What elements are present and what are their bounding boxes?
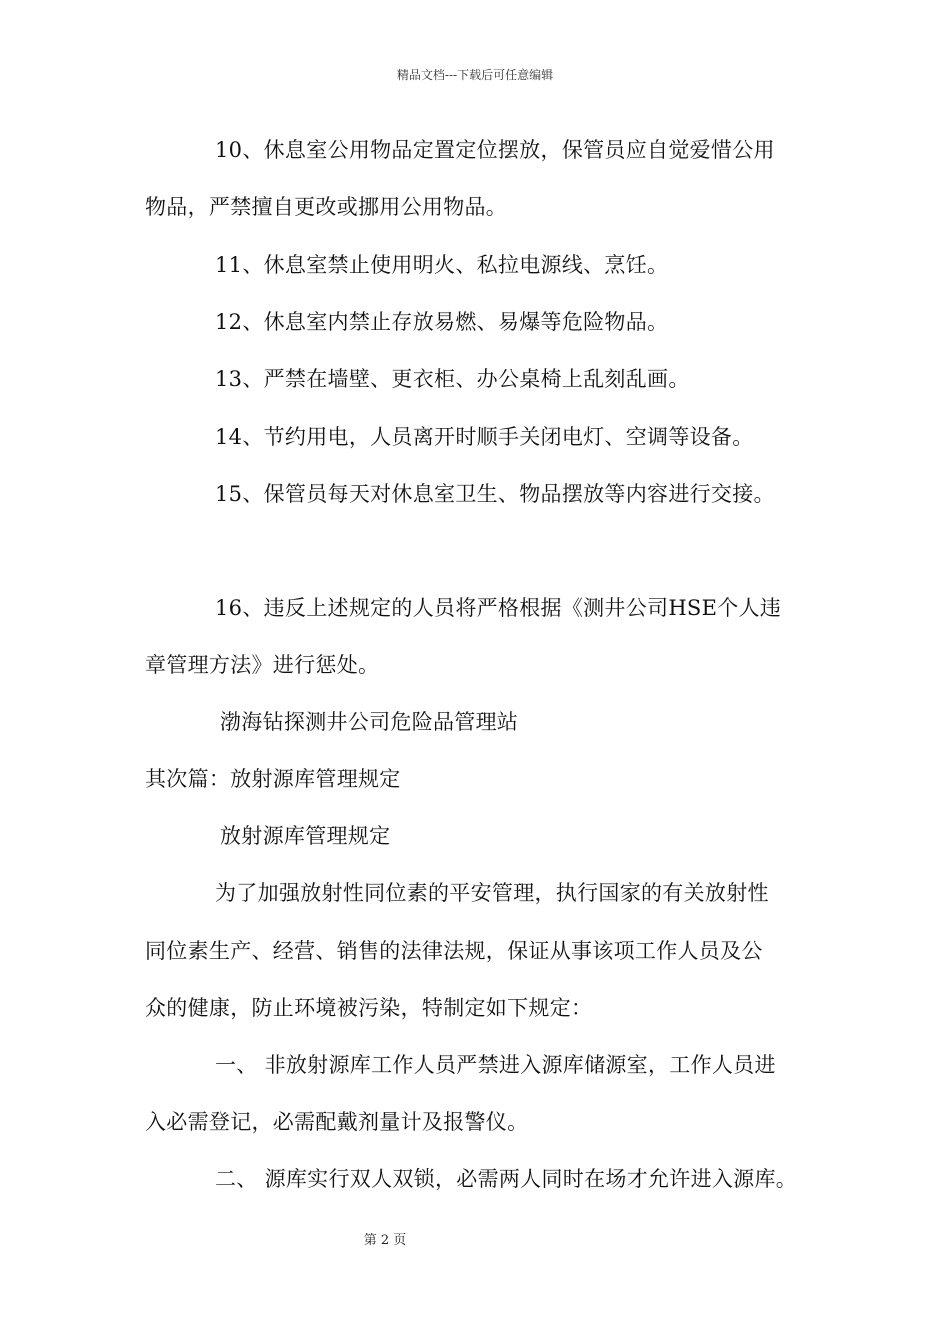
section-heading: 其次篇：放射源库管理规定 <box>145 767 401 791</box>
document-title: 放射源库管理规定 <box>220 824 391 848</box>
paragraph-line: 为了加强放射性同位素的平安管理，执行国家的有关放射性 <box>215 881 769 905</box>
paragraph-line: 11、休息室禁止使用明火、私拉电源线、烹饪。 <box>215 253 669 277</box>
paragraph-line: 16、违反上述规定的人员将严格根据《测井公司HSE个人违 <box>215 596 782 620</box>
paragraph-line: 众的健康，防止环境被污染，特制定如下规定： <box>145 996 593 1020</box>
paragraph-line: 物品，严禁擅自更改或挪用公用物品。 <box>145 195 508 219</box>
signature-organization: 渤海钻探测井公司危险品管理站 <box>220 710 519 734</box>
paragraph-line: 同位素生产、经营、销售的法律法规，保证从事该项工作人员及公 <box>145 939 763 963</box>
paragraph-line: 一、 非放射源库工作人员严禁进入源库储源室，工作人员进 <box>215 1053 776 1077</box>
paragraph-line: 14、节约用电，人员离开时顺手关闭电灯、空调等设备。 <box>215 425 754 449</box>
paragraph-line: 13、严禁在墙壁、更衣柜、办公桌椅上乱刻乱画。 <box>215 367 690 391</box>
page-header: 精品文档---下载后可任意编辑 <box>396 68 554 82</box>
paragraph-line: 12、休息室内禁止存放易燃、易爆等危险物品。 <box>215 310 669 334</box>
paragraph-line: 15、保管员每天对休息室卫生、物品摆放等内容进行交接。 <box>215 482 775 506</box>
paragraph-line: 章管理方法》进行惩处。 <box>145 653 380 677</box>
paragraph-line: 10、休息室公用物品定置定位摆放，保管员应自觉爱惜公用 <box>215 138 775 162</box>
paragraph-line: 入必需登记，必需配戴剂量计及报警仪。 <box>145 1110 529 1134</box>
paragraph-line: 二、 源库实行双人双锁，必需两人同时在场才允许进入源库。 <box>215 1167 798 1191</box>
page-number: 第 2 页 <box>363 1233 407 1248</box>
